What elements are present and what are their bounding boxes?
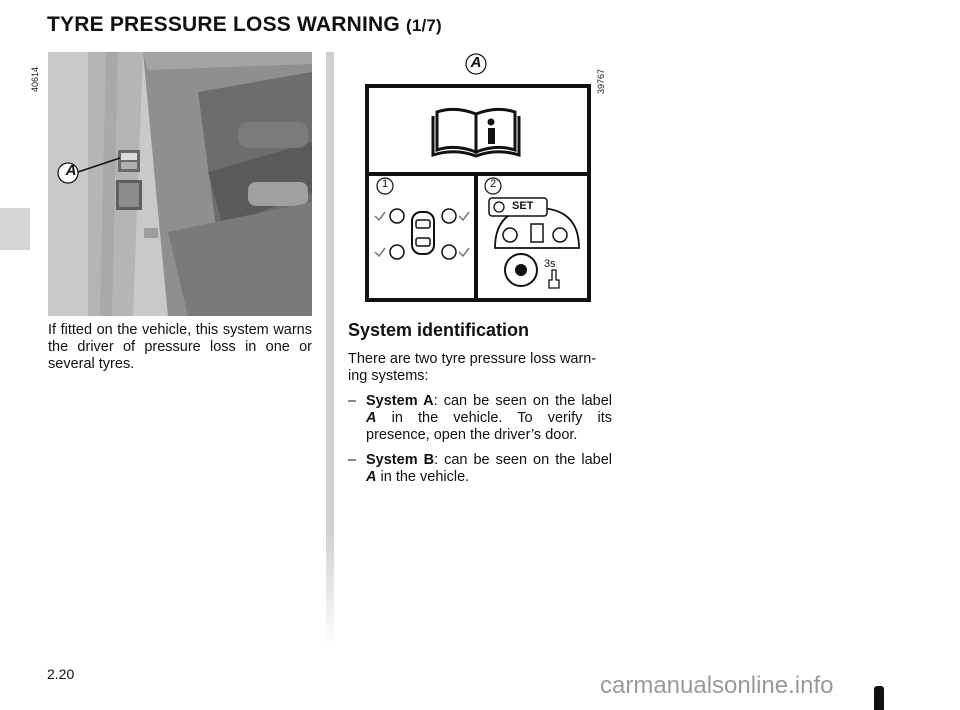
page-corner-mark bbox=[874, 686, 884, 710]
list-dash: – bbox=[348, 452, 357, 468]
hold-time-label: 3s bbox=[544, 258, 556, 270]
section-lead: There are two tyre pressure loss warn-ing systems: bbox=[348, 351, 597, 384]
figure-ref-left: 40614 bbox=[30, 66, 40, 92]
callout-left: A bbox=[65, 162, 77, 179]
chapter-tab bbox=[0, 208, 30, 250]
list-item bbox=[348, 452, 612, 486]
list-item-text-part: in the vehicle. bbox=[376, 469, 470, 485]
list-item-text bbox=[366, 452, 612, 486]
set-label: SET bbox=[512, 200, 534, 212]
system-term: System A bbox=[366, 393, 434, 409]
diagram-step-1: 1 bbox=[381, 178, 389, 190]
column-separator bbox=[326, 52, 334, 647]
door-photo bbox=[48, 52, 312, 316]
diagram-step-2: 2 bbox=[489, 178, 497, 190]
list-item bbox=[348, 393, 612, 444]
list-item-text-part: : can be seen on the label bbox=[434, 452, 612, 468]
list-item-text-part: : can be seen on the label bbox=[433, 393, 612, 409]
list-item-text-part: in the vehicle. To verify its presence, open the driver’s door. bbox=[366, 410, 612, 443]
section-heading: System identification bbox=[348, 320, 530, 340]
intro-paragraph: If fitted on the vehicle, this system warns the driver of pressure loss in one or several tyres. bbox=[48, 322, 312, 372]
callout-right: A bbox=[470, 54, 482, 71]
page-title-part: (1/7) bbox=[405, 16, 442, 35]
figure-ref-right: 39767 bbox=[596, 68, 606, 94]
page-title bbox=[47, 13, 442, 37]
label-ref: A bbox=[366, 469, 377, 485]
system-term: System B bbox=[366, 452, 435, 468]
list-item-text bbox=[366, 393, 612, 444]
list-dash: – bbox=[348, 393, 357, 409]
system-identification-section bbox=[348, 320, 612, 494]
label-ref: A bbox=[366, 410, 377, 426]
site-watermark: carmanualsonline.info bbox=[600, 672, 834, 699]
page-number: 2.20 bbox=[47, 666, 75, 682]
page-title-text: TYRE PRESSURE LOSS WARNING bbox=[47, 13, 400, 36]
